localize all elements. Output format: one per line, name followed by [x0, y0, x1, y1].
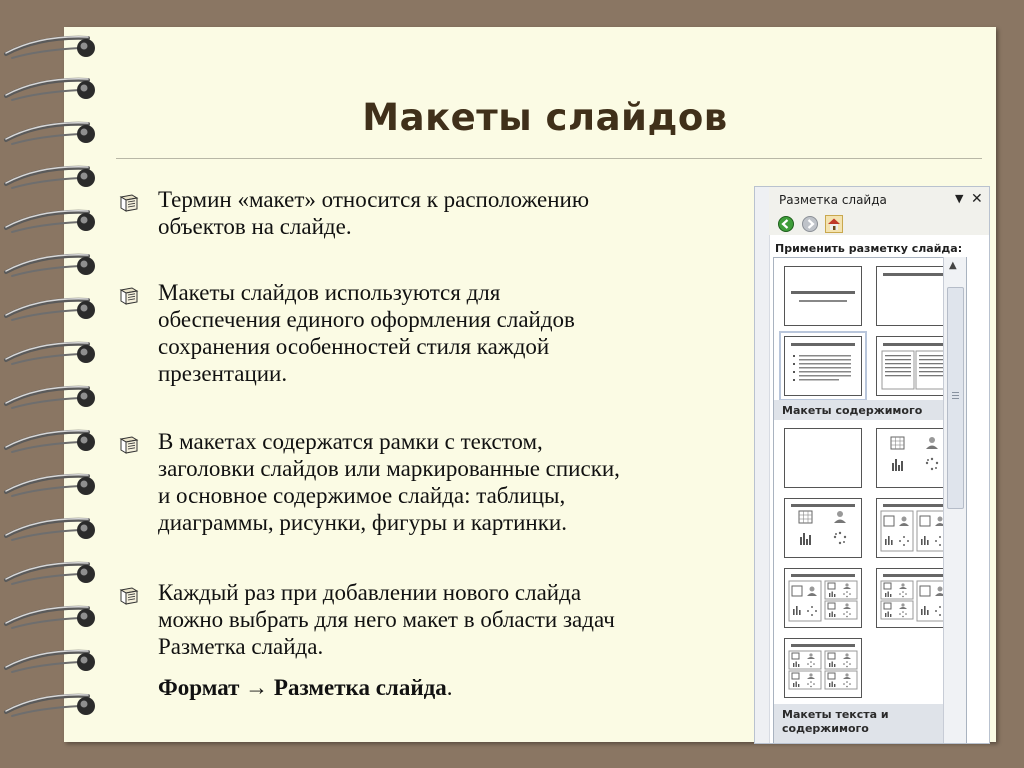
spiral-ring-icon: [0, 422, 100, 462]
layout-title-content[interactable]: [784, 498, 862, 558]
bullet-3-line-2: заголовки слайдов или маркированные списки,: [158, 456, 620, 481]
layout-title-and-text[interactable]: [784, 336, 862, 396]
bullet-2-line-4: презентации.: [158, 361, 288, 386]
bullet-4-line-3: Разметка слайда.: [158, 634, 324, 659]
menu-command: [158, 675, 452, 701]
spiral-ring-icon: [0, 158, 100, 198]
bullet-4-line-1: Каждый раз при добавлении нового слайда: [158, 580, 582, 605]
spiral-ring-icon: [0, 642, 100, 682]
bullet-3-line-1: В макетах содержатся рамки с текстом,: [158, 429, 543, 454]
spiral-ring-icon: [0, 378, 100, 418]
layout-title-slide[interactable]: [784, 266, 862, 326]
gallery-scrollbar[interactable]: [943, 257, 966, 743]
menu-command-period: .: [446, 675, 453, 700]
bullet-2-line-3: сохранения особенностей стиля каждой: [158, 334, 550, 359]
bullet-book-icon: [118, 285, 140, 305]
bullet-1-line-1: Термин «макет» относится к расположению: [158, 187, 590, 212]
spiral-ring-icon: [0, 598, 100, 638]
forward-icon[interactable]: [801, 215, 819, 233]
section-text-content-label-2: содержимого: [782, 722, 869, 735]
apply-layout-label: Применить разметку слайда:: [775, 242, 963, 255]
title-divider: [116, 158, 982, 159]
pane-resize-grip[interactable]: [755, 187, 770, 743]
spiral-ring-icon: [0, 28, 100, 68]
layout-title-four-content[interactable]: [784, 638, 862, 698]
pane-header: [769, 187, 989, 213]
section-text-content-layouts: [774, 704, 966, 744]
scroll-up-arrow-icon[interactable]: ▲: [949, 260, 957, 271]
layout-gallery: [773, 257, 967, 744]
home-icon[interactable]: [825, 215, 843, 233]
bullet-3-line-3: и основное содержимое слайда: таблицы,: [158, 483, 566, 508]
section-content-label: Макеты содержимого: [782, 404, 923, 417]
menu-command-text: Формат → Разметка слайда: [158, 675, 447, 700]
spiral-ring-icon: [0, 334, 100, 374]
section-content-layouts: [774, 400, 966, 420]
spiral-ring-icon: [0, 290, 100, 330]
spiral-ring-icon: [0, 510, 100, 550]
layout-blank[interactable]: [784, 428, 862, 488]
slide-layout-task-pane: [754, 186, 990, 744]
bullet-book-icon: [118, 585, 140, 605]
layout-title-content-and-two[interactable]: [784, 568, 862, 628]
section-text-content-label-1: Макеты текста и: [782, 708, 889, 721]
pane-title: Разметка слайда: [779, 193, 887, 207]
dropdown-arrow-icon[interactable]: ▼: [955, 192, 964, 205]
bullet-4-line-2: можно выбрать для него макет в области задач: [158, 607, 615, 632]
spiral-ring-icon: [0, 686, 100, 726]
spiral-ring-icon: [0, 246, 100, 286]
bullet-book-icon: [118, 192, 140, 212]
back-icon[interactable]: [777, 215, 795, 233]
spiral-ring-icon: [0, 202, 100, 242]
spiral-ring-icon: [0, 554, 100, 594]
close-icon[interactable]: ✕: [971, 191, 983, 207]
slide-title: Макеты слайдов: [362, 96, 728, 139]
bullet-1-line-2: объектов на слайде.: [158, 214, 352, 239]
spiral-ring-icon: [0, 466, 100, 506]
bullet-3-line-4: диаграммы, рисунки, фигуры и картинки.: [158, 510, 567, 535]
pane-nav-bar: [769, 213, 989, 235]
bullet-book-icon: [118, 434, 140, 454]
bullet-2-line-1: Макеты слайдов используются для: [158, 280, 501, 305]
scroll-thumb[interactable]: [947, 287, 964, 509]
bullet-2-line-2: обеспечения единого оформления слайдов: [158, 307, 575, 332]
